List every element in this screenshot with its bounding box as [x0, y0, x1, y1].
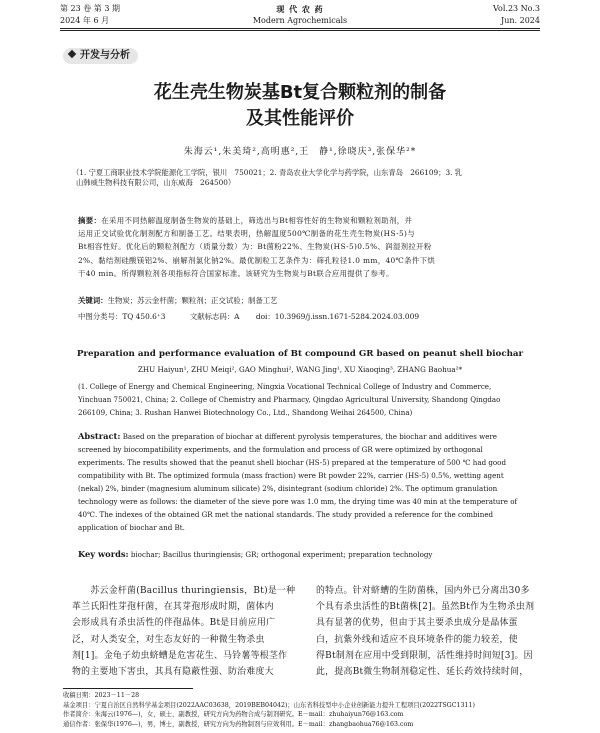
authors-en: ZHU Haiyun¹, ZHU Meiqi², GAO Minghui², WANG Jing¹, XU Xiaoqing³, ZHANG Baohua²*: [137, 365, 463, 374]
document-code: 文献标志码：A: [189, 312, 240, 321]
abstract-cn: 摘要：在采用不同热解温度制备生物炭的基础上，筛选出与Bt相容性好的生物炭和颗粒剂助剂，并 运用正交试验优化制剂配方和制备工艺。结果表明，热解温度500℃制备的花生壳生物炭(HS-5)与 Bt相容性好。优化后的颗粒剂配方（质量分数）为：Bt菌粉22%、生物炭(HS-5)0.5%、润湿剂拉开粉 2%、黏结剂硅酸镁铝2%、崩解剂氯化钠2%。最优制粒工艺条件为：筛孔粒径1.0 mm，40℃条件下烘 干40 min。所得颗粒剂各项指标符合国家标准。该研究为生物炭与Bt联合应用提供了参考。: [78, 216, 436, 278]
footnote-author: 作者简介：朱海云(1976—)，女，硕士，副教授，研究方向为药物合成与制剂研究。E－mail：zhuhaiyun76@163.com: [63, 711, 404, 718]
section-tag: 开发与分析: [63, 48, 138, 64]
body-column-right: 的特点。针对蛴螬的生防菌株，国内外已分离出30多 个具有杀虫活性的Bt菌株[2]。虽然Bt作为生物杀虫剂 具有显著的优势，但由于其主要杀虫成分是晶体蛋 白，抗紫外线和适应不良环境条件的能力较差，使 得Bt制剂在应用中受到限制，活性维持时间短[3]。因 此，提高Bt微生物制剂稳定性、延长药效持续时间，: [316, 586, 535, 678]
footnote-funding: 基金项目：宁夏自治区自然科学基金项目(2022AAC03638，2019BEB04042)；山东省科技型中小企业创新能力提升工程项目(2022TSGC1311): [63, 701, 475, 709]
diamond-icon: [68, 50, 76, 58]
abstract-en-label: Abstract:: [78, 431, 121, 441]
journal-name-en: Modern Agrochemicals: [252, 16, 348, 25]
classification-cn: [78, 312, 522, 322]
journal-volume-en: Vol.23 No.3: [493, 4, 540, 13]
body-column-left: 苏云金杆菌(Bacillus thuringiensis，Bt)是一种 革兰氏阳性芽孢杆菌，在其芽孢形成时期，菌体内 会形成具有杀虫活性的伴孢晶体。Bt是目前应用广 泛，对人类安全，对生态友好的一种微生物杀虫 剂[1]。金龟子幼虫蛴螬是危害花生、马铃薯等根茎作 物的主要地下害虫，其具有隐蔽性强、防治难度大: [72, 586, 296, 678]
footnotes: [63, 691, 538, 729]
journal-name-cn: 现 代 农 药: [276, 4, 324, 14]
footnote-corresponding: 通信作者：张保华(1976—)，男，博士，副教授，研究方向为药物制剂与应效利用。E－mail：zhangbaohua76@163.com: [63, 720, 414, 728]
keywords-cn: 关键词：生物炭；苏云金杆菌；颗粒剂；正交试验；制备工艺: [78, 296, 278, 305]
header-rule: [60, 28, 540, 29]
title-cn-line2: 及其性能评价: [246, 108, 354, 129]
authors-cn: 朱海云¹,朱美琦²,高明惠²,王 静¹,徐晓庆³,张保华²*: [183, 147, 417, 157]
affiliations-cn: （1. 宁夏工商职业技术学院能源化工学院，银川 750021；2. 青岛农业大学化学与药学院，山东青岛 266109；3. 乳 山韩威生物科技有限公司，山东威海 264500）: [72, 168, 463, 187]
abstract-cn-label: 摘要：: [78, 216, 102, 225]
header-rule-2: [60, 30, 540, 31]
footnote-received: 收稿日期：2023－11－28: [63, 692, 140, 699]
doi: doi：10.3969/j.issn.1671-5284.2024.03.009: [255, 312, 420, 321]
journal-date: 2024 年 6 月: [60, 16, 110, 25]
title-en: Preparation and performance evaluation of Bt compound GR based on peanut shell biochar: [76, 349, 524, 359]
keywords-en: Key words: biochar; Bacillus thuringiensis; GR; orthogonal experiment; preparation technology: [78, 549, 433, 559]
affiliations-en: (1. College of Energy and Chemical Engineering, Ningxia Vocational Technical College of Industry and Commerce, Yinchuan 750021, China; 2. College of Chemistry and Pharmacy, Qingdao Agricultural University, Shandong Qingdao 266109, China; 3. Rushan Hanwei Biotechnology Co., Ltd., Shandong Weihai 264500, China): [78, 382, 501, 417]
journal-volume: 第 23 卷 第 3 期: [60, 4, 120, 13]
journal-date-en: Jun. 2024: [501, 16, 540, 25]
abstract-en: Abstract: Based on the preparation of biochar at different pyrolysis temperatures, the biochar and additives were screened by biocompatibility experiments, and the formulation and process of GR were optimized by orthogonal experiments. The results showed that the peanut shell biochar (HS-5) prepared at the temperature of 500 ℃ had good compatibility with Bt. The optimized formula (mass fraction) were Bt powder 22%, carrier (HS-5) 0.5%, wetting agent (nekal) 2%, binder (magnesium aluminum silicate) 2%, disintegrant (sodium chloride) 2%. The optimum granulation technology were as follows: the diameter of the sieve pore was 1.0 mm, the drying time was 40 min at the temperature of 40℃. The indexes of the obtained GR met the national standards. The study provided a reference for the combined application of biochar and Bt.: [78, 431, 518, 532]
clc-number: 中图分类号：TQ 450.6⁺3: [78, 312, 166, 321]
title-cn-line1: 花生壳生物炭基Bt复合颗粒剂的制备: [153, 82, 447, 103]
footnote-rule: [63, 688, 193, 689]
